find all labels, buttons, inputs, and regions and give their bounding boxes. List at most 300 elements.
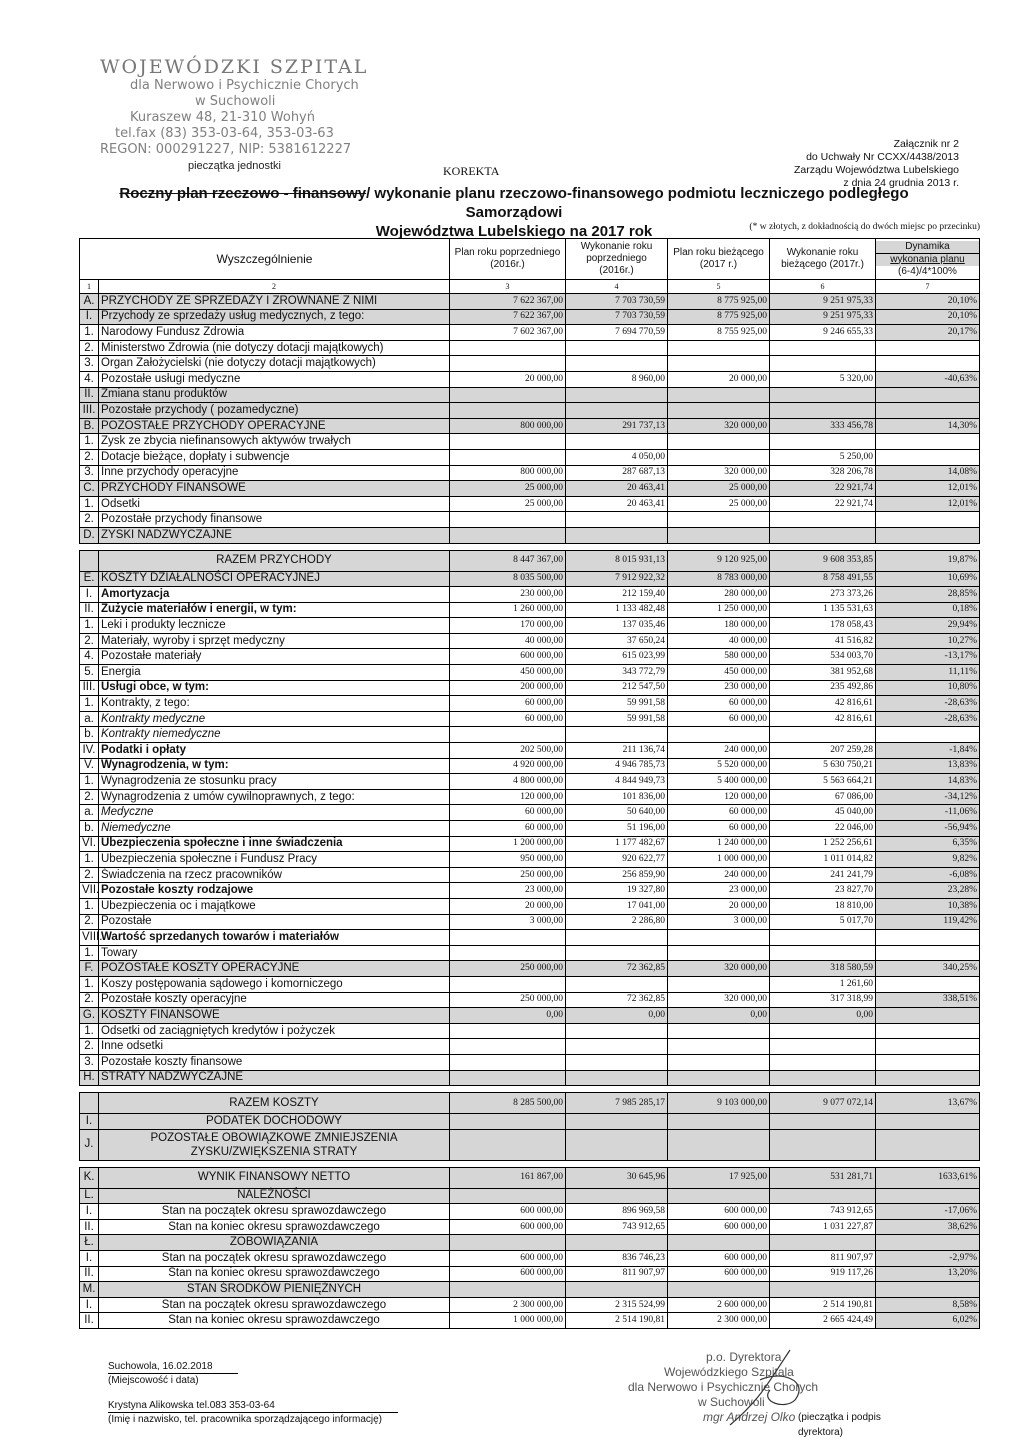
value-d: 178 058,43 (770, 618, 876, 634)
value-d: 207 259,28 (770, 743, 876, 759)
row-label: Energia (99, 665, 450, 681)
row-label: POZOSTAŁE OBOWIĄZKOWE ZMNIEJSZENIA ZYSKU/ZWIĘKSZENIA STRATY (99, 1129, 450, 1160)
value-d: 1 252 256,61 (770, 836, 876, 852)
value-b (566, 434, 668, 450)
annex-note (794, 138, 959, 190)
value-e: 10,80% (876, 680, 980, 696)
value-d: 5 017,70 (770, 914, 876, 930)
value-e: -17,06% (876, 1204, 980, 1220)
footer-info (108, 1360, 398, 1426)
value-d: 273 373,26 (770, 587, 876, 603)
value-b: 37 650,24 (566, 633, 668, 649)
value-e: 13,83% (876, 758, 980, 774)
row-index: I. (80, 1204, 99, 1220)
value-b: 7 694 770,59 (566, 325, 668, 341)
table-row (80, 805, 980, 821)
table-body (80, 294, 980, 1329)
value-b: 287 687,13 (566, 465, 668, 481)
value-d (770, 356, 876, 372)
value-e: 12,01% (876, 496, 980, 512)
title-struck-text: Roczny plan rzeczowo - finansowy (119, 185, 367, 202)
value-c: 2 600 000,00 (668, 1297, 770, 1313)
table-row (80, 945, 980, 961)
header-plan-curr: Plan roku bieżącego (2017 r.) (668, 239, 770, 280)
value-b: 0,00 (566, 1008, 668, 1024)
value-a: 250 000,00 (450, 867, 566, 883)
value-a: 200 000,00 (450, 680, 566, 696)
value-b (566, 1129, 668, 1160)
value-d: 22 921,74 (770, 481, 876, 497)
value-a (450, 1054, 566, 1070)
row-index: 2. (80, 1039, 99, 1055)
value-d: 318 580,59 (770, 961, 876, 977)
row-index: 5. (80, 665, 99, 681)
value-b: 20 463,41 (566, 481, 668, 497)
table-row (80, 325, 980, 341)
value-b: 8 015 931,13 (566, 550, 668, 571)
spacer-cell (80, 543, 980, 550)
value-d: 531 281,71 (770, 1167, 876, 1188)
row-label: NALEŻNOŚCI (99, 1188, 450, 1204)
value-c (668, 387, 770, 403)
row-label: Stan na początek okresu sprawozdawczego (99, 1297, 450, 1313)
value-c (668, 727, 770, 743)
table-row (80, 418, 980, 434)
value-d: 41 516,82 (770, 633, 876, 649)
row-label: Kontrakty medyczne (99, 711, 450, 727)
row-index: I. (80, 1251, 99, 1267)
value-c (668, 976, 770, 992)
value-b: 7 912 922,32 (566, 571, 668, 587)
value-c (668, 1039, 770, 1055)
table-row (80, 465, 980, 481)
value-a: 2 300 000,00 (450, 1297, 566, 1313)
value-a (450, 340, 566, 356)
value-e: 12,01% (876, 481, 980, 497)
value-c: 60 000,00 (668, 696, 770, 712)
value-b: 836 746,23 (566, 1251, 668, 1267)
value-e: 20,17% (876, 325, 980, 341)
value-a: 23 000,00 (450, 883, 566, 899)
row-label: Odsetki od zaciągniętych kredytów i pożyczek (99, 1023, 450, 1039)
value-e: 14,08% (876, 465, 980, 481)
value-e: 28,85% (876, 587, 980, 603)
place-date-caption: (Miejscowość i data) (108, 1375, 199, 1386)
table-row (80, 512, 980, 528)
table-row (80, 758, 980, 774)
row-label: Odsetki (99, 496, 450, 512)
director-line: mgr Andrzej Olko (703, 1410, 796, 1424)
stamp-line: w Suchowoli (195, 94, 276, 109)
value-a (450, 1070, 566, 1086)
row-label: Inne odsetki (99, 1039, 450, 1055)
value-d: 9 251 975,33 (770, 309, 876, 325)
value-d: 5 630 750,21 (770, 758, 876, 774)
value-e (876, 1039, 980, 1055)
header-exec-curr: Wykonanie roku bieżącego (2017r.) (770, 239, 876, 280)
director-line: p.o. Dyrektora (706, 1350, 782, 1364)
row-index: b. (80, 727, 99, 743)
stamp-name: WOJEWÓDZKI SZPITAL (100, 56, 369, 78)
value-e: 1633,61% (876, 1167, 980, 1188)
value-a: 600 000,00 (450, 1219, 566, 1235)
table-row (80, 633, 980, 649)
value-a: 8 447 367,00 (450, 550, 566, 571)
value-c: 8 775 925,00 (668, 294, 770, 310)
row-label: Przychody ze sprzedaży usług medycznych, z tego: (99, 309, 450, 325)
value-c: 9 120 925,00 (668, 550, 770, 571)
value-e (876, 1070, 980, 1086)
row-index (80, 550, 99, 571)
value-d (770, 1129, 876, 1160)
value-d: 0,00 (770, 1008, 876, 1024)
value-a (450, 403, 566, 419)
value-e: -6,08% (876, 867, 980, 883)
row-index: 2. (80, 449, 99, 465)
value-d: 2 665 424,49 (770, 1313, 876, 1329)
value-d: 235 492,86 (770, 680, 876, 696)
value-d: 8 758 491,55 (770, 571, 876, 587)
table-row (80, 1023, 980, 1039)
value-c: 3 000,00 (668, 914, 770, 930)
value-b: 17 041,00 (566, 898, 668, 914)
value-d (770, 930, 876, 946)
table-row (80, 727, 980, 743)
value-b: 896 969,58 (566, 1204, 668, 1220)
value-c: 25 000,00 (668, 496, 770, 512)
value-d: 5 563 664,21 (770, 774, 876, 790)
header-dynamics-formula: (6-4)/4*100% (898, 265, 957, 277)
value-b: 2 286,80 (566, 914, 668, 930)
header-plan-prev: Plan roku poprzedniego (2016r.) (450, 239, 566, 280)
value-e: 20,10% (876, 309, 980, 325)
row-label: Amortyzacja (99, 587, 450, 603)
value-d: 42 816,61 (770, 696, 876, 712)
row-index: 1. (80, 1023, 99, 1039)
row-index: b. (80, 821, 99, 837)
value-a: 3 000,00 (450, 914, 566, 930)
value-d: 534 003,70 (770, 649, 876, 665)
row-label: PODATEK DOCHODOWY (99, 1114, 450, 1130)
row-index: 2. (80, 914, 99, 930)
row-index: 1. (80, 852, 99, 868)
table-row (80, 711, 980, 727)
value-c: 600 000,00 (668, 1251, 770, 1267)
value-c: 240 000,00 (668, 743, 770, 759)
value-d: 22 921,74 (770, 496, 876, 512)
value-a: 4 920 000,00 (450, 758, 566, 774)
table-row (80, 371, 980, 387)
value-d: 241 241,79 (770, 867, 876, 883)
value-a: 60 000,00 (450, 805, 566, 821)
value-a: 40 000,00 (450, 633, 566, 649)
value-a: 8 285 500,00 (450, 1093, 566, 1114)
value-e: -28,63% (876, 711, 980, 727)
value-e (876, 340, 980, 356)
row-label: Zysk ze zbycia niefinansowych aktywów trwałych (99, 434, 450, 450)
row-index: a. (80, 805, 99, 821)
value-c: 320 000,00 (668, 465, 770, 481)
col-number: 7 (876, 280, 980, 294)
value-e: 9,82% (876, 852, 980, 868)
value-e (876, 1129, 980, 1160)
value-d: 45 040,00 (770, 805, 876, 821)
value-b (566, 340, 668, 356)
value-c (668, 527, 770, 543)
value-e: 11,11% (876, 665, 980, 681)
value-a: 25 000,00 (450, 481, 566, 497)
value-c: 280 000,00 (668, 587, 770, 603)
table-row (80, 1188, 980, 1204)
value-e: -40,63% (876, 371, 980, 387)
value-d (770, 387, 876, 403)
value-e (876, 1054, 980, 1070)
row-index: II. (80, 1219, 99, 1235)
value-b (566, 945, 668, 961)
row-index: VIII. (80, 930, 99, 946)
value-d: 1 011 014,82 (770, 852, 876, 868)
row-index: V. (80, 758, 99, 774)
value-a: 8 035 500,00 (450, 571, 566, 587)
table-row (80, 867, 980, 883)
value-e: 10,69% (876, 571, 980, 587)
row-index: E. (80, 571, 99, 587)
col-number: 6 (770, 280, 876, 294)
value-d: 1 135 531,63 (770, 602, 876, 618)
row-label: Zmiana stanu produktów (99, 387, 450, 403)
row-label: Pozostałe koszty finansowe (99, 1054, 450, 1070)
stamp-line: dla Nerwowo i Psychicznie Chorych (130, 78, 359, 93)
row-index: III. (80, 403, 99, 419)
table-row (80, 836, 980, 852)
table-row (80, 294, 980, 310)
annex-line: do Uchwały Nr CCXX/4438/2013 (806, 151, 959, 163)
value-a: 1 260 000,00 (450, 602, 566, 618)
annex-line: Załącznik nr 2 (893, 138, 959, 150)
value-c: 20 000,00 (668, 898, 770, 914)
row-index: D. (80, 527, 99, 543)
table-row (80, 898, 980, 914)
value-b: 920 622,77 (566, 852, 668, 868)
value-c: 600 000,00 (668, 1219, 770, 1235)
value-e: 19,87% (876, 550, 980, 571)
value-a: 7 602 367,00 (450, 325, 566, 341)
table-row (80, 1008, 980, 1024)
value-c: 20 000,00 (668, 371, 770, 387)
table-row (80, 883, 980, 899)
value-a (450, 1023, 566, 1039)
value-a: 600 000,00 (450, 649, 566, 665)
col-number: 3 (450, 280, 566, 294)
row-index: 2. (80, 512, 99, 528)
value-b (566, 976, 668, 992)
value-e: -56,94% (876, 821, 980, 837)
table-row (80, 1251, 980, 1267)
value-e (876, 945, 980, 961)
value-d: 328 206,78 (770, 465, 876, 481)
value-a: 230 000,00 (450, 587, 566, 603)
value-c: 320 000,00 (668, 418, 770, 434)
row-index: C. (80, 481, 99, 497)
header-row (80, 239, 980, 280)
value-d (770, 945, 876, 961)
row-label: STRATY NADZWYCZAJNE (99, 1070, 450, 1086)
value-d: 23 827,70 (770, 883, 876, 899)
value-d: 67 086,00 (770, 789, 876, 805)
value-c: 23 000,00 (668, 883, 770, 899)
value-e (876, 449, 980, 465)
row-label: Pozostałe usługi medyczne (99, 371, 450, 387)
value-a: 600 000,00 (450, 1266, 566, 1282)
value-e (876, 434, 980, 450)
value-a: 7 622 367,00 (450, 294, 566, 310)
row-label: Wynagrodzenia, w tym: (99, 758, 450, 774)
row-label: Ubezpieczenia społeczne i inne świadczenia (99, 836, 450, 852)
value-c: 60 000,00 (668, 821, 770, 837)
table-row (80, 1235, 980, 1251)
header-dynamics-sub: wykonania planu (876, 254, 979, 266)
value-b: 743 912,65 (566, 1219, 668, 1235)
spacer-row (80, 1160, 980, 1167)
table-row (80, 1297, 980, 1313)
value-d (770, 340, 876, 356)
row-label: Towary (99, 945, 450, 961)
row-index: M. (80, 1282, 99, 1298)
value-c (668, 340, 770, 356)
value-e: 14,83% (876, 774, 980, 790)
value-b: 615 023,99 (566, 649, 668, 665)
value-e (876, 1023, 980, 1039)
value-a: 250 000,00 (450, 992, 566, 1008)
row-index: 1. (80, 898, 99, 914)
value-b: 212 547,50 (566, 680, 668, 696)
value-d: 18 810,00 (770, 898, 876, 914)
value-a (450, 449, 566, 465)
value-a: 950 000,00 (450, 852, 566, 868)
value-c (668, 930, 770, 946)
value-b (566, 1235, 668, 1251)
value-c: 25 000,00 (668, 481, 770, 497)
value-b: 8 960,00 (566, 371, 668, 387)
header-dynamics-title: Dynamika (876, 241, 979, 254)
row-label: Pozostałe (99, 914, 450, 930)
value-c: 240 000,00 (668, 867, 770, 883)
value-b: 811 907,97 (566, 1266, 668, 1282)
row-index: II. (80, 1266, 99, 1282)
spacer-row (80, 1086, 980, 1093)
row-label: STAN ŚRODKÓW PIENIĘŻNYCH (99, 1282, 450, 1298)
table-row (80, 961, 980, 977)
value-c: 230 000,00 (668, 680, 770, 696)
row-label: Stan na koniec okresu sprawozdawczego (99, 1313, 450, 1329)
value-e: 338,51% (876, 992, 980, 1008)
value-b: 59 991,58 (566, 711, 668, 727)
table-row (80, 340, 980, 356)
value-d: 9 246 655,33 (770, 325, 876, 341)
value-b: 1 133 482,48 (566, 602, 668, 618)
value-a: 7 622 367,00 (450, 309, 566, 325)
table-row (80, 649, 980, 665)
row-label: POZOSTAŁE KOSZTY OPERACYJNE (99, 961, 450, 977)
stamp-line: REGON: 000291227, NIP: 5381612227 (100, 142, 352, 157)
row-label: Stan na początek okresu sprawozdawczego (99, 1251, 450, 1267)
row-label: Świadczenia na rzecz pracowników (99, 867, 450, 883)
col-number: 2 (99, 280, 450, 294)
value-a: 60 000,00 (450, 711, 566, 727)
value-d: 42 816,61 (770, 711, 876, 727)
value-e: -13,17% (876, 649, 980, 665)
row-label: Stan na koniec okresu sprawozdawczego (99, 1219, 450, 1235)
table-row (80, 1167, 980, 1188)
value-b: 7 703 730,59 (566, 294, 668, 310)
value-b (566, 512, 668, 528)
row-index: 1. (80, 325, 99, 341)
value-e (876, 512, 980, 528)
spacer-cell (80, 1160, 980, 1167)
value-b (566, 1188, 668, 1204)
value-a (450, 356, 566, 372)
annex-line: Zarządu Województwa Lubelskiego (794, 164, 959, 176)
row-index: F. (80, 961, 99, 977)
value-e: -1,84% (876, 743, 980, 759)
spacer-cell (80, 1086, 980, 1093)
row-label: Dotacje bieżące, dopłaty i subwencje (99, 449, 450, 465)
stamp-line: tel.fax (83) 353-03-64, 353-03-63 (115, 126, 334, 141)
value-c: 450 000,00 (668, 665, 770, 681)
value-a (450, 976, 566, 992)
row-label: Pozostałe koszty operacyjne (99, 992, 450, 1008)
value-d (770, 512, 876, 528)
table-row (80, 1129, 980, 1160)
value-a (450, 387, 566, 403)
value-d (770, 1070, 876, 1086)
table-row (80, 1282, 980, 1298)
value-c: 600 000,00 (668, 1266, 770, 1282)
value-a: 250 000,00 (450, 961, 566, 977)
value-e: 38,62% (876, 1219, 980, 1235)
value-b: 30 645,96 (566, 1167, 668, 1188)
value-a (450, 1129, 566, 1160)
value-e (876, 356, 980, 372)
value-e (876, 387, 980, 403)
row-label: RAZEM PRZYCHODY (99, 550, 450, 571)
table-row (80, 789, 980, 805)
value-b (566, 527, 668, 543)
value-a (450, 1282, 566, 1298)
value-a: 0,00 (450, 1008, 566, 1024)
value-a: 60 000,00 (450, 696, 566, 712)
table-row (80, 550, 980, 571)
value-c: 320 000,00 (668, 992, 770, 1008)
value-b: 7 985 285,17 (566, 1093, 668, 1114)
place-date: Suchowola, 16.02.2018 (108, 1360, 238, 1374)
value-a: 600 000,00 (450, 1204, 566, 1220)
row-label: Narodowy Fundusz Zdrowia (99, 325, 450, 341)
row-label: PRZYCHODY ZE SPRZEDAŻY I ZROWNANE Z NIMI (99, 294, 450, 310)
value-e: 23,28% (876, 883, 980, 899)
value-e: 14,30% (876, 418, 980, 434)
row-index: L. (80, 1188, 99, 1204)
row-label: Wynagrodzenia z umów cywilnoprawnych, z tego: (99, 789, 450, 805)
value-c: 1 250 000,00 (668, 602, 770, 618)
row-label: Materiały, wyroby i sprzęt medyczny (99, 633, 450, 649)
header-description: Wyszczególnienie (80, 239, 450, 280)
value-b: 4 946 785,73 (566, 758, 668, 774)
value-c: 60 000,00 (668, 805, 770, 821)
value-a: 120 000,00 (450, 789, 566, 805)
value-d: 22 046,00 (770, 821, 876, 837)
row-index (80, 1093, 99, 1114)
